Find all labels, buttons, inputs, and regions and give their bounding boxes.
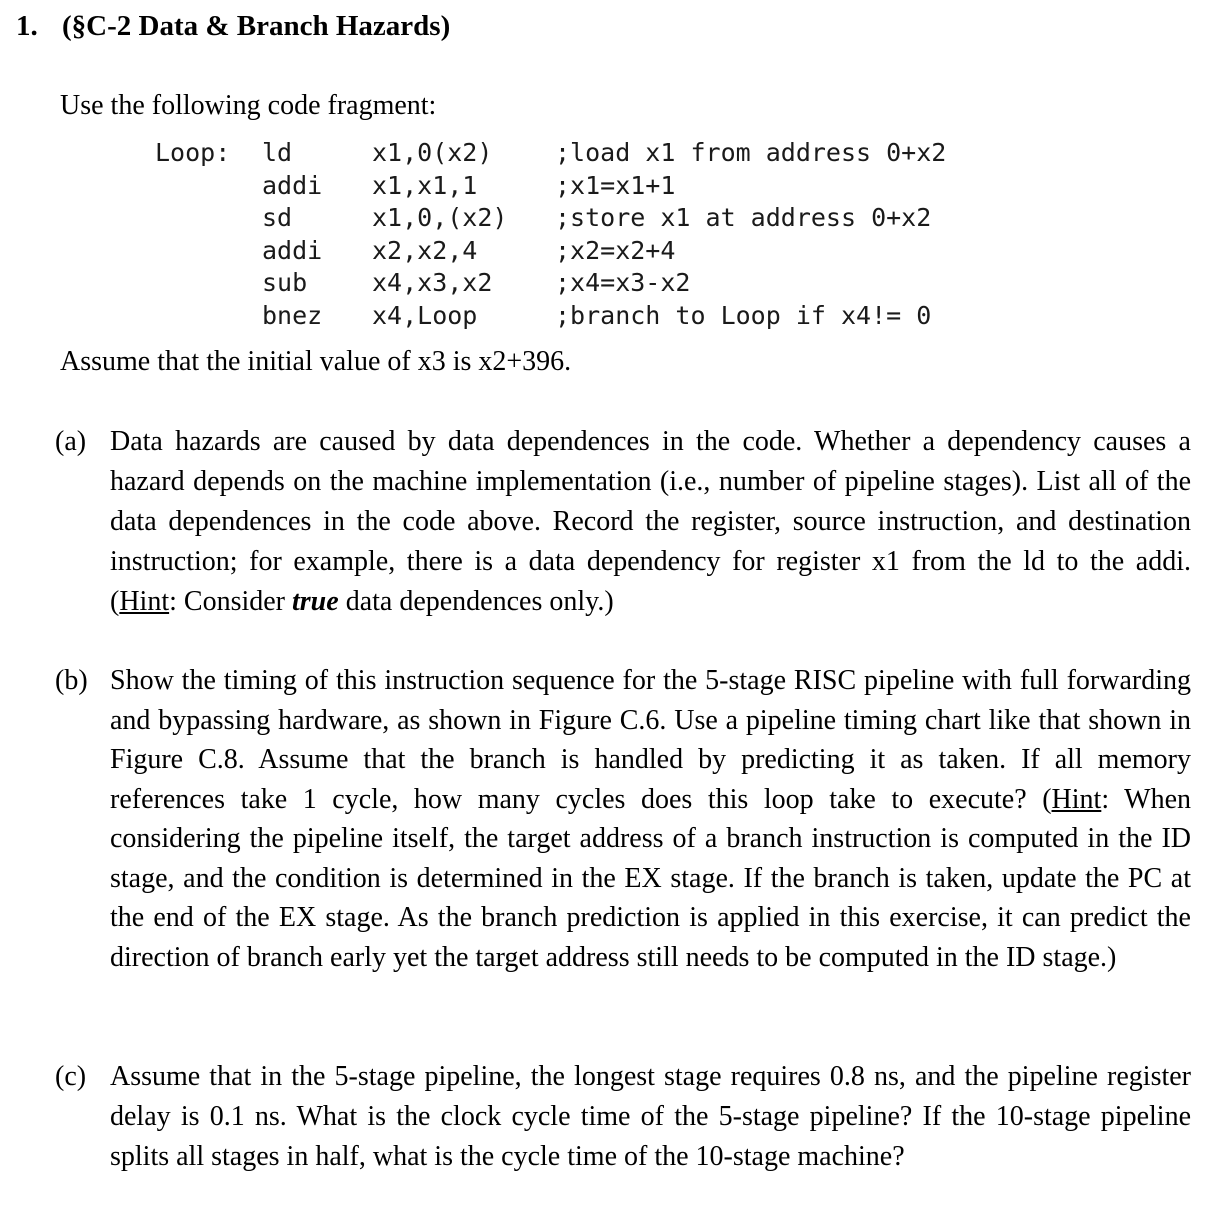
part-a-label: (a) [55,426,87,457]
part-b-text-2: : When considering the pipeline itself, the target address of a branch instruction is computed in the ID stage, and the condition is determined in the EX stage. If the branch is taken, update the PC at the end of the EX stage. As the branch prediction is applied in this exercise, it can predict the direction of branch early yet the target address still needs to be computed in the ID stage.) [110,783,1191,973]
hint-label: Hint [119,586,170,617]
code-comment: ;x4=x3-x2 [555,268,691,298]
code-comment: ;load x1 from address 0+x2 [555,138,947,167]
code-opcode: addi [262,235,323,265]
part-b-label: (b) [55,665,88,696]
code-comment: ;store x1 at address 0+x2 [555,203,932,233]
assumption-text: Assume that the initial value of x3 is x2+396. [60,346,572,377]
intro-text: Use the following code fragment: [60,90,437,121]
part-c-label: (c) [55,1061,87,1092]
part-b [55,661,1191,977]
code-opcode: addi [262,170,323,200]
code-opcode: sd [262,203,293,233]
code-label: Loop: [155,138,231,167]
code-operands: x1,0,(x2) [372,203,508,233]
code-operands: x4,Loop [372,300,478,330]
code-opcode: bnez [262,300,323,330]
code-comment: ;x1=x1+1 [555,170,676,200]
code-operands: x1,0(x2) [372,138,493,167]
code-comment: ;branch to Loop if x4!= 0 [555,300,932,330]
part-a-text-3: data dependences only.) [338,586,614,617]
code-operands: x2,x2,4 [372,235,478,265]
part-a [55,422,1191,622]
code-operands: x4,x3,x2 [372,268,493,298]
emphasis-true: true [292,586,339,617]
part-a-text [110,422,1191,622]
code-opcode: ld [262,138,293,167]
part-a-text-2: : Consider [169,586,292,617]
code-comment: ;x2=x2+4 [555,235,676,265]
part-b-text-1: Show the timing of this instruction sequence for the 5-stage RISC pipeline with full forwarding and bypassing hardware, as shown in Figure C.6. Use a pipeline timing chart like that shown in Figure C.8. Assume that the branch is handled by predicting it as taken. If all memory references take 1 cycle, how many cycles does this loop take to execute? ( [110,665,1191,815]
hint-label: Hint [1051,783,1102,815]
code-operands: x1,x1,1 [372,170,478,200]
question-number: 1. [16,10,38,42]
part-b-text [110,661,1191,977]
question-heading [16,10,450,43]
question-title: (§C-2 Data & Branch Hazards) [62,10,451,42]
part-c-text: Assume that in the 5-stage pipeline, the longest stage requires 0.8 ns, and the pipeline register delay is 0.1 ns. What is the clock cycle time of the 5-stage pipeline? If the 10-stage pipeline splits all stages in half, what is the cycle time of the 10-stage machine? [110,1061,1191,1172]
part-a-text-1: Data hazards are caused by data dependences in the code. Whether a dependency causes a hazard depends on the machine implementation (i.e., number of pipeline stages). List all of the data dependences in the code above. Record the register, source instruction, and destination instruction; for example, there is a data dependency for register x1 from the ld to the addi. ( [110,426,1191,617]
part-c [55,1057,1191,1177]
code-opcode: sub [262,268,308,298]
